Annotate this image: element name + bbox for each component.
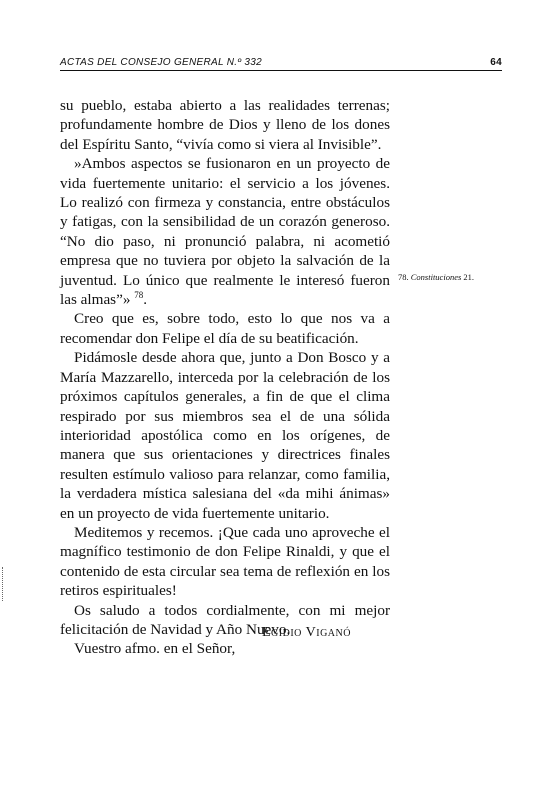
footnote-reference: 78 [134,290,144,300]
signature: Egidio Viganó [262,625,351,640]
scan-edge-mark [2,567,4,601]
paragraph-4: Pidámosle desde ahora que, junto a Don Bosco y a María Mazzarello, interceda por la celebración de los próximos capítulos generales, a fin de que el clima respirado por sus miembros sea el de una sólida interioridad apostólica como en los orígenes, de manera que sus orientaciones y directrices finales resulten estímulo valioso para relanzar, como familia, la verdadera mística salesiana del «da mihi ánimas» en un proyecto de vida fuertemente unitario. [60,349,390,522]
header-title: ACTAS DEL CONSEJO GENERAL N.º 332 [60,57,262,68]
footnote-number: 78. [398,272,409,282]
page-number: 64 [490,57,502,68]
footnote-ref: 21. [463,272,475,282]
running-header [60,57,502,71]
footnote-source: Constituciones [410,272,462,282]
margin-footnote [398,272,498,282]
paragraph-2-end: . [143,291,148,309]
paragraph-1: su pueblo, estaba abierto a las realidades terrenas; profundamente hombre de Dios y lleno de los dones del Espíritu Santo, “vivía como si viera al Invisible”. [60,97,390,153]
paragraph-2 [60,154,390,309]
paragraph-2-text: »Ambos aspectos se fusionaron en un proyecto de vida fuertemente unitario: el servicio a los jóvenes. Lo realizó con firmeza y constancia, entre obstáculos y fatigas, con la sensibilidad de un corazón generoso. “No dio paso, ni pronunció palabra, ni acometió empresa que no tuviera por objeto la salvación de la juventud. Lo único que realmente le interesó fueron las almas”» [60,155,390,309]
paragraph-7: Vuestro afmo. en el Señor, [74,640,236,658]
paragraph-5: Meditemos y recemos. ¡Que cada uno aproveche el magnífico testimonio de don Felipe Rinaldi, y que el contenido de esta circular sea tema de reflexión en los retiros espirituales! [60,523,390,600]
paragraph-6: Os saludo a todos cordialmente, con mi mejor felicitación de Navidad y Año Nuevo. [60,601,390,638]
paragraph-3: Creo que es, sobre todo, esto lo que nos va a recomendar don Felipe el día de su beatificación. [60,310,390,347]
letter-body [60,96,390,659]
